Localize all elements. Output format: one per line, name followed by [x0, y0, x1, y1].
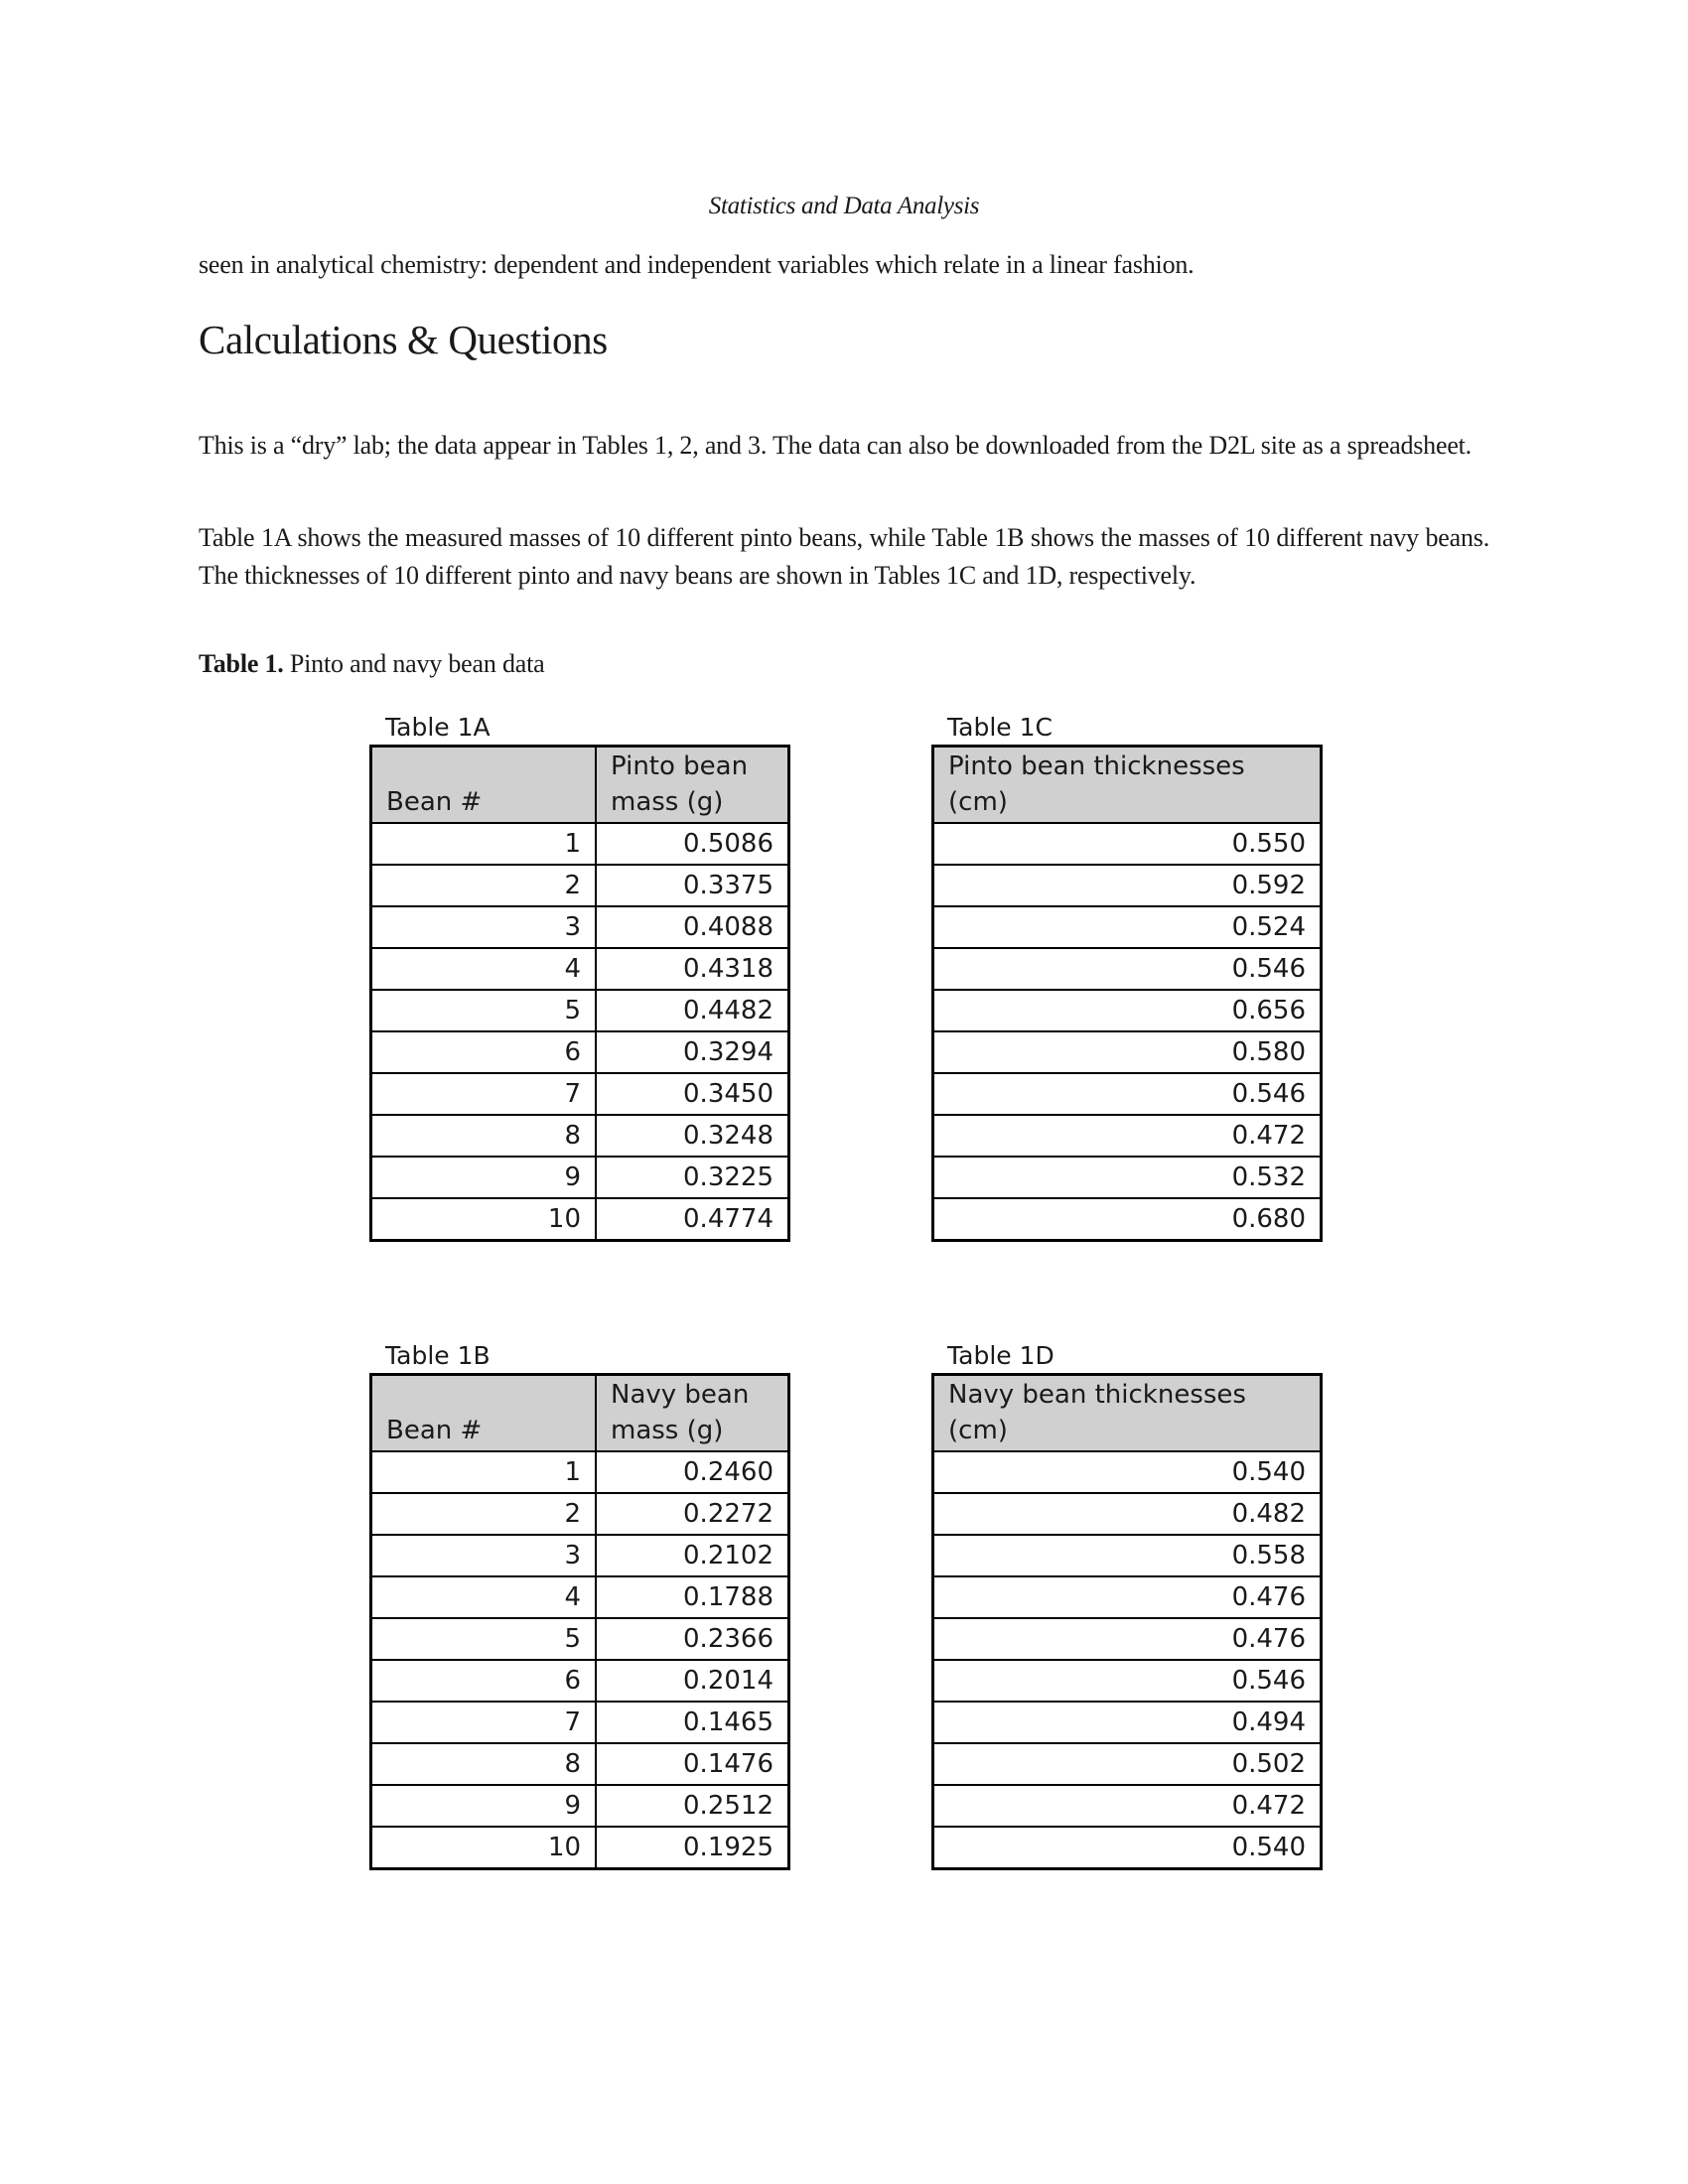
caption-text: Pinto and navy bean data: [283, 649, 545, 678]
table-row: [371, 1451, 789, 1493]
table-row: [933, 906, 1322, 948]
table-cell: 3: [371, 1535, 597, 1576]
table-cell: 0.482: [933, 1493, 1322, 1535]
table-cell: 0.592: [933, 865, 1322, 906]
table-cell: 9: [371, 1785, 597, 1827]
table-cell: 4: [371, 1576, 597, 1618]
navy-thickness-table: [931, 1373, 1323, 1870]
intro-continuation: seen in analytical chemistry: dependent and independent variables which relate in a linear fashion.: [199, 250, 1195, 279]
table-cell: 0.3375: [596, 865, 789, 906]
table-cell: 8: [371, 1115, 597, 1157]
table-cell: 0.550: [933, 823, 1322, 865]
table-row: [371, 1115, 789, 1157]
table-row: [933, 1115, 1322, 1157]
table-cell: 10: [371, 1827, 597, 1869]
table-cell: 0.502: [933, 1743, 1322, 1785]
table-row: [371, 1073, 789, 1115]
table-row: [371, 990, 789, 1031]
column-header: Bean #: [371, 747, 597, 824]
table-row: [371, 906, 789, 948]
table-row: [933, 1535, 1322, 1576]
table-row: [371, 948, 789, 990]
table-cell: 0.540: [933, 1827, 1322, 1869]
table-cell: 6: [371, 1031, 597, 1073]
table-cell: 0.546: [933, 1073, 1322, 1115]
table-cell: 0.524: [933, 906, 1322, 948]
table-body: [933, 1451, 1322, 1869]
table-row: [933, 1618, 1322, 1660]
table-row: [933, 1031, 1322, 1073]
table-row: [371, 823, 789, 865]
table-cell: 0.1476: [596, 1743, 789, 1785]
table-row: [933, 1493, 1322, 1535]
table-label: Table 1C: [947, 713, 1053, 742]
table-cell: 2: [371, 865, 597, 906]
table-row: [371, 1535, 789, 1576]
table-cell: 0.546: [933, 948, 1322, 990]
table-cell: 2: [371, 1493, 597, 1535]
table-row: [371, 865, 789, 906]
table-row: [371, 1827, 789, 1869]
table-cell: 0.2366: [596, 1618, 789, 1660]
table-row: [933, 1660, 1322, 1702]
table-row: [371, 1493, 789, 1535]
table-row: [933, 1198, 1322, 1241]
table-cell: 0.656: [933, 990, 1322, 1031]
column-header: Navy bean mass (g): [596, 1375, 789, 1452]
table-cell: 1: [371, 823, 597, 865]
table-row: [371, 1702, 789, 1743]
table-label: Table 1B: [385, 1341, 491, 1370]
table-cell: 8: [371, 1743, 597, 1785]
table-cell: 0.3225: [596, 1157, 789, 1198]
table-cell: 0.476: [933, 1576, 1322, 1618]
table-cell: 1: [371, 1451, 597, 1493]
table-row: [933, 1743, 1322, 1785]
table-cell: 0.680: [933, 1198, 1322, 1241]
table-1a: [369, 713, 790, 1242]
table-row: [371, 1743, 789, 1785]
table-row: [933, 1576, 1322, 1618]
table-cell: 0.472: [933, 1785, 1322, 1827]
table-body: [371, 823, 789, 1241]
table-label: Table 1A: [385, 713, 491, 742]
caption-label: Table 1.: [199, 649, 284, 678]
table-cell: 0.3294: [596, 1031, 789, 1073]
table-cell: 7: [371, 1073, 597, 1115]
pinto-thickness-table: [931, 745, 1323, 1242]
table-1b: [369, 1341, 790, 1870]
column-header: Navy bean thicknesses (cm): [933, 1375, 1322, 1452]
table-cell: 0.4774: [596, 1198, 789, 1241]
table-cell: 5: [371, 1618, 597, 1660]
table-cell: 0.1788: [596, 1576, 789, 1618]
running-header: Statistics and Data Analysis: [708, 193, 980, 219]
table-cell: 0.3450: [596, 1073, 789, 1115]
table-row: [933, 1702, 1322, 1743]
paragraph-dry-lab: This is a “dry” lab; the data appear in Tables 1, 2, and 3. The data can also be downloaded from the D2L site as a spreadsheet.: [199, 431, 1472, 460]
paragraph-table-description: Table 1A shows the measured masses of 10 different pinto beans, while Table 1B shows the masses of 10 different navy beans. The thicknesses of 10 different pinto and navy beans are shown in Tables 1C and 1D, respectively.: [199, 523, 1489, 590]
column-header: Pinto bean mass (g): [596, 747, 789, 824]
table-cell: 6: [371, 1660, 597, 1702]
table-row: [933, 948, 1322, 990]
table-cell: 10: [371, 1198, 597, 1241]
table-cell: 4: [371, 948, 597, 990]
table-cell: 0.476: [933, 1618, 1322, 1660]
table-cell: 0.4318: [596, 948, 789, 990]
table-row: [933, 1785, 1322, 1827]
table-label: Table 1D: [947, 1341, 1055, 1370]
table-cell: 0.5086: [596, 823, 789, 865]
table-cell: 0.1925: [596, 1827, 789, 1869]
table-row: [933, 1073, 1322, 1115]
table-row: [371, 1785, 789, 1827]
pinto-mass-table: [369, 745, 790, 1242]
table-cell: 0.2512: [596, 1785, 789, 1827]
table-cell: 0.2272: [596, 1493, 789, 1535]
table-cell: 0.2014: [596, 1660, 789, 1702]
table-row: [933, 990, 1322, 1031]
table-cell: 0.540: [933, 1451, 1322, 1493]
navy-mass-table: [369, 1373, 790, 1870]
table-cell: 0.2102: [596, 1535, 789, 1576]
table-cell: 0.494: [933, 1702, 1322, 1743]
table-row: [933, 1451, 1322, 1493]
table-cell: 7: [371, 1702, 597, 1743]
table-cell: 0.532: [933, 1157, 1322, 1198]
table-row: [371, 1618, 789, 1660]
table-cell: 0.3248: [596, 1115, 789, 1157]
table-row: [371, 1031, 789, 1073]
table-cell: 3: [371, 906, 597, 948]
table-body: [933, 823, 1322, 1241]
table-cell: 9: [371, 1157, 597, 1198]
section-title: Calculations & Questions: [199, 317, 608, 362]
table-cell: 0.472: [933, 1115, 1322, 1157]
table-cell: 0.4482: [596, 990, 789, 1031]
table-cell: 0.558: [933, 1535, 1322, 1576]
column-header: Bean #: [371, 1375, 597, 1452]
table-cell: 0.1465: [596, 1702, 789, 1743]
table-row: [933, 865, 1322, 906]
table-caption: [199, 649, 544, 679]
table-row: [933, 823, 1322, 865]
column-header: Pinto bean thicknesses (cm): [933, 747, 1322, 824]
table-cell: 0.2460: [596, 1451, 789, 1493]
table-row: [371, 1576, 789, 1618]
table-cell: 0.546: [933, 1660, 1322, 1702]
table-body: [371, 1451, 789, 1869]
table-cell: 0.580: [933, 1031, 1322, 1073]
table-row: [933, 1827, 1322, 1869]
table-cell: 0.4088: [596, 906, 789, 948]
table-row: [371, 1198, 789, 1241]
table-1d: [931, 1341, 1323, 1870]
table-row: [933, 1157, 1322, 1198]
table-row: [371, 1157, 789, 1198]
table-cell: 5: [371, 990, 597, 1031]
table-1c: [931, 713, 1323, 1242]
table-row: [371, 1660, 789, 1702]
